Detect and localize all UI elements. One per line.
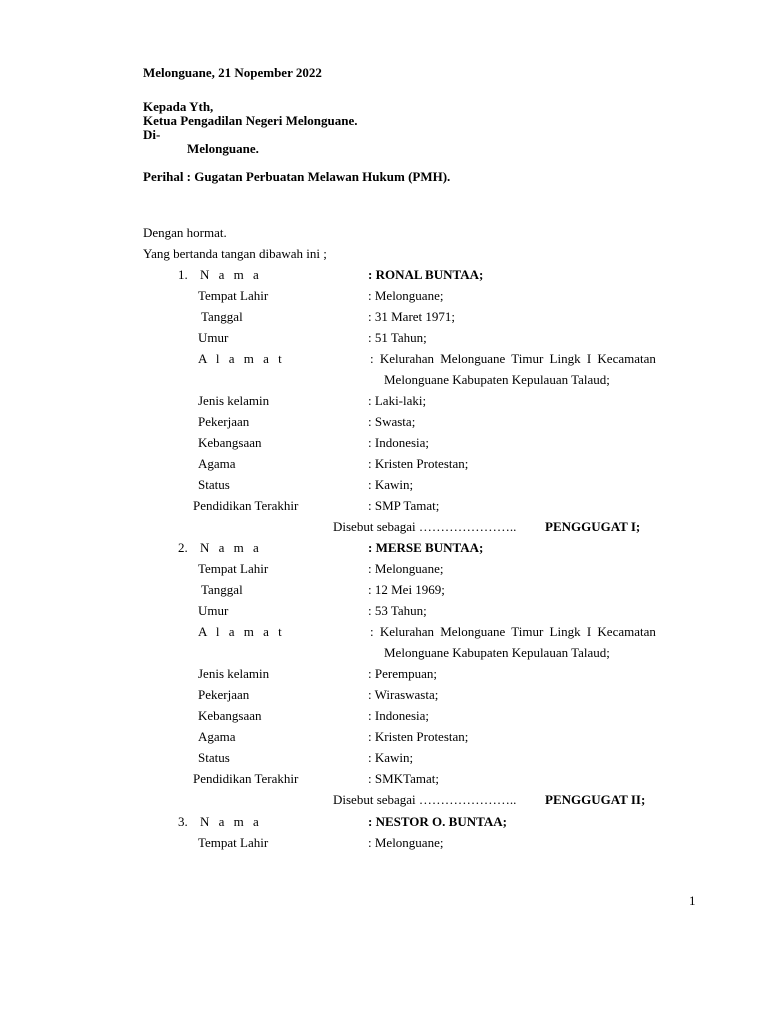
label-agama: Agama [198, 456, 236, 471]
recipient-location: Melonguane. [187, 141, 259, 156]
value-kebangsaan: : Indonesia; [368, 708, 430, 723]
party-number: 1. [178, 267, 188, 282]
label-pekerjaan: Pekerjaan [198, 687, 250, 702]
label-nama: N a m a [200, 814, 262, 829]
value-status: : Kawin; [368, 750, 414, 765]
label-kebangsaan: Kebangsaan [198, 435, 262, 450]
di-line: Di- [143, 127, 161, 142]
value-kebangsaan: : Indonesia; [368, 435, 430, 450]
label-tempat-lahir: Tempat Lahir [198, 561, 269, 576]
label-pendidikan: Pendidikan Terakhir [193, 771, 299, 786]
role-prefix: Disebut sebagai ………………….. [333, 519, 517, 534]
value-status: : Kawin; [368, 477, 414, 492]
label-umur: Umur [198, 330, 229, 345]
label-status: Status [198, 477, 230, 492]
label-nama: N a m a [200, 267, 262, 282]
role-prefix: Disebut sebagai ………………….. [333, 792, 517, 807]
value-agama: : Kristen Protestan; [368, 456, 469, 471]
value-alamat-line1: : Kelurahan Melonguane Timur Lingk I Kecamatan [370, 351, 656, 366]
label-jenis-kelamin: Jenis kelamin [198, 393, 270, 408]
value-tanggal: : 12 Mei 1969; [368, 582, 445, 597]
place-date: Melonguane, 21 Nopember 2022 [143, 65, 322, 80]
intro-text: Yang bertanda tangan dibawah ini ; [143, 246, 327, 261]
value-jenis-kelamin: : Perempuan; [368, 666, 437, 681]
label-nama: N a m a [200, 540, 262, 555]
value-jenis-kelamin: : Laki-laki; [368, 393, 427, 408]
label-agama: Agama [198, 729, 236, 744]
role-label: PENGGUGAT I; [545, 519, 641, 534]
greeting: Dengan hormat. [143, 225, 227, 240]
party-number: 2. [178, 540, 188, 555]
value-umur: : 53 Tahun; [368, 603, 427, 618]
subject-line: Perihal : Gugatan Perbuatan Melawan Hukum (PMH). [143, 169, 451, 184]
label-tanggal: Tanggal [201, 582, 243, 597]
label-alamat: A l a m a t [198, 624, 285, 639]
addressee-line: Kepada Yth, [143, 99, 214, 114]
value-pekerjaan: : Wiraswasta; [368, 687, 439, 702]
value-tempat-lahir: : Melonguane; [368, 835, 444, 850]
label-tempat-lahir: Tempat Lahir [198, 288, 269, 303]
value-alamat-line1: : Kelurahan Melonguane Timur Lingk I Kecamatan [370, 624, 656, 639]
value-pendidikan: : SMP Tamat; [368, 498, 440, 513]
value-pekerjaan: : Swasta; [368, 414, 416, 429]
label-pekerjaan: Pekerjaan [198, 414, 250, 429]
party-name: : NESTOR O. BUNTAA; [368, 814, 507, 829]
label-kebangsaan: Kebangsaan [198, 708, 262, 723]
party-name: : RONAL BUNTAA; [368, 267, 484, 282]
value-umur: : 51 Tahun; [368, 330, 427, 345]
label-tempat-lahir: Tempat Lahir [198, 835, 269, 850]
recipient: Ketua Pengadilan Negeri Melonguane. [143, 113, 358, 128]
party-number: 3. [178, 814, 188, 829]
value-alamat-line2: Melonguane Kabupaten Kepulauan Talaud; [384, 372, 610, 387]
label-status: Status [198, 750, 230, 765]
label-pendidikan: Pendidikan Terakhir [193, 498, 299, 513]
page-number: 1 [689, 893, 696, 908]
value-tanggal: : 31 Maret 1971; [368, 309, 456, 324]
party-name: : MERSE BUNTAA; [368, 540, 484, 555]
label-alamat: A l a m a t [198, 351, 285, 366]
value-pendidikan: : SMKTamat; [368, 771, 439, 786]
label-umur: Umur [198, 603, 229, 618]
label-tanggal: Tanggal [201, 309, 243, 324]
value-tempat-lahir: : Melonguane; [368, 561, 444, 576]
label-jenis-kelamin: Jenis kelamin [198, 666, 270, 681]
role-label: PENGGUGAT II; [545, 792, 646, 807]
value-alamat-line2: Melonguane Kabupaten Kepulauan Talaud; [384, 645, 610, 660]
value-tempat-lahir: : Melonguane; [368, 288, 444, 303]
value-agama: : Kristen Protestan; [368, 729, 469, 744]
